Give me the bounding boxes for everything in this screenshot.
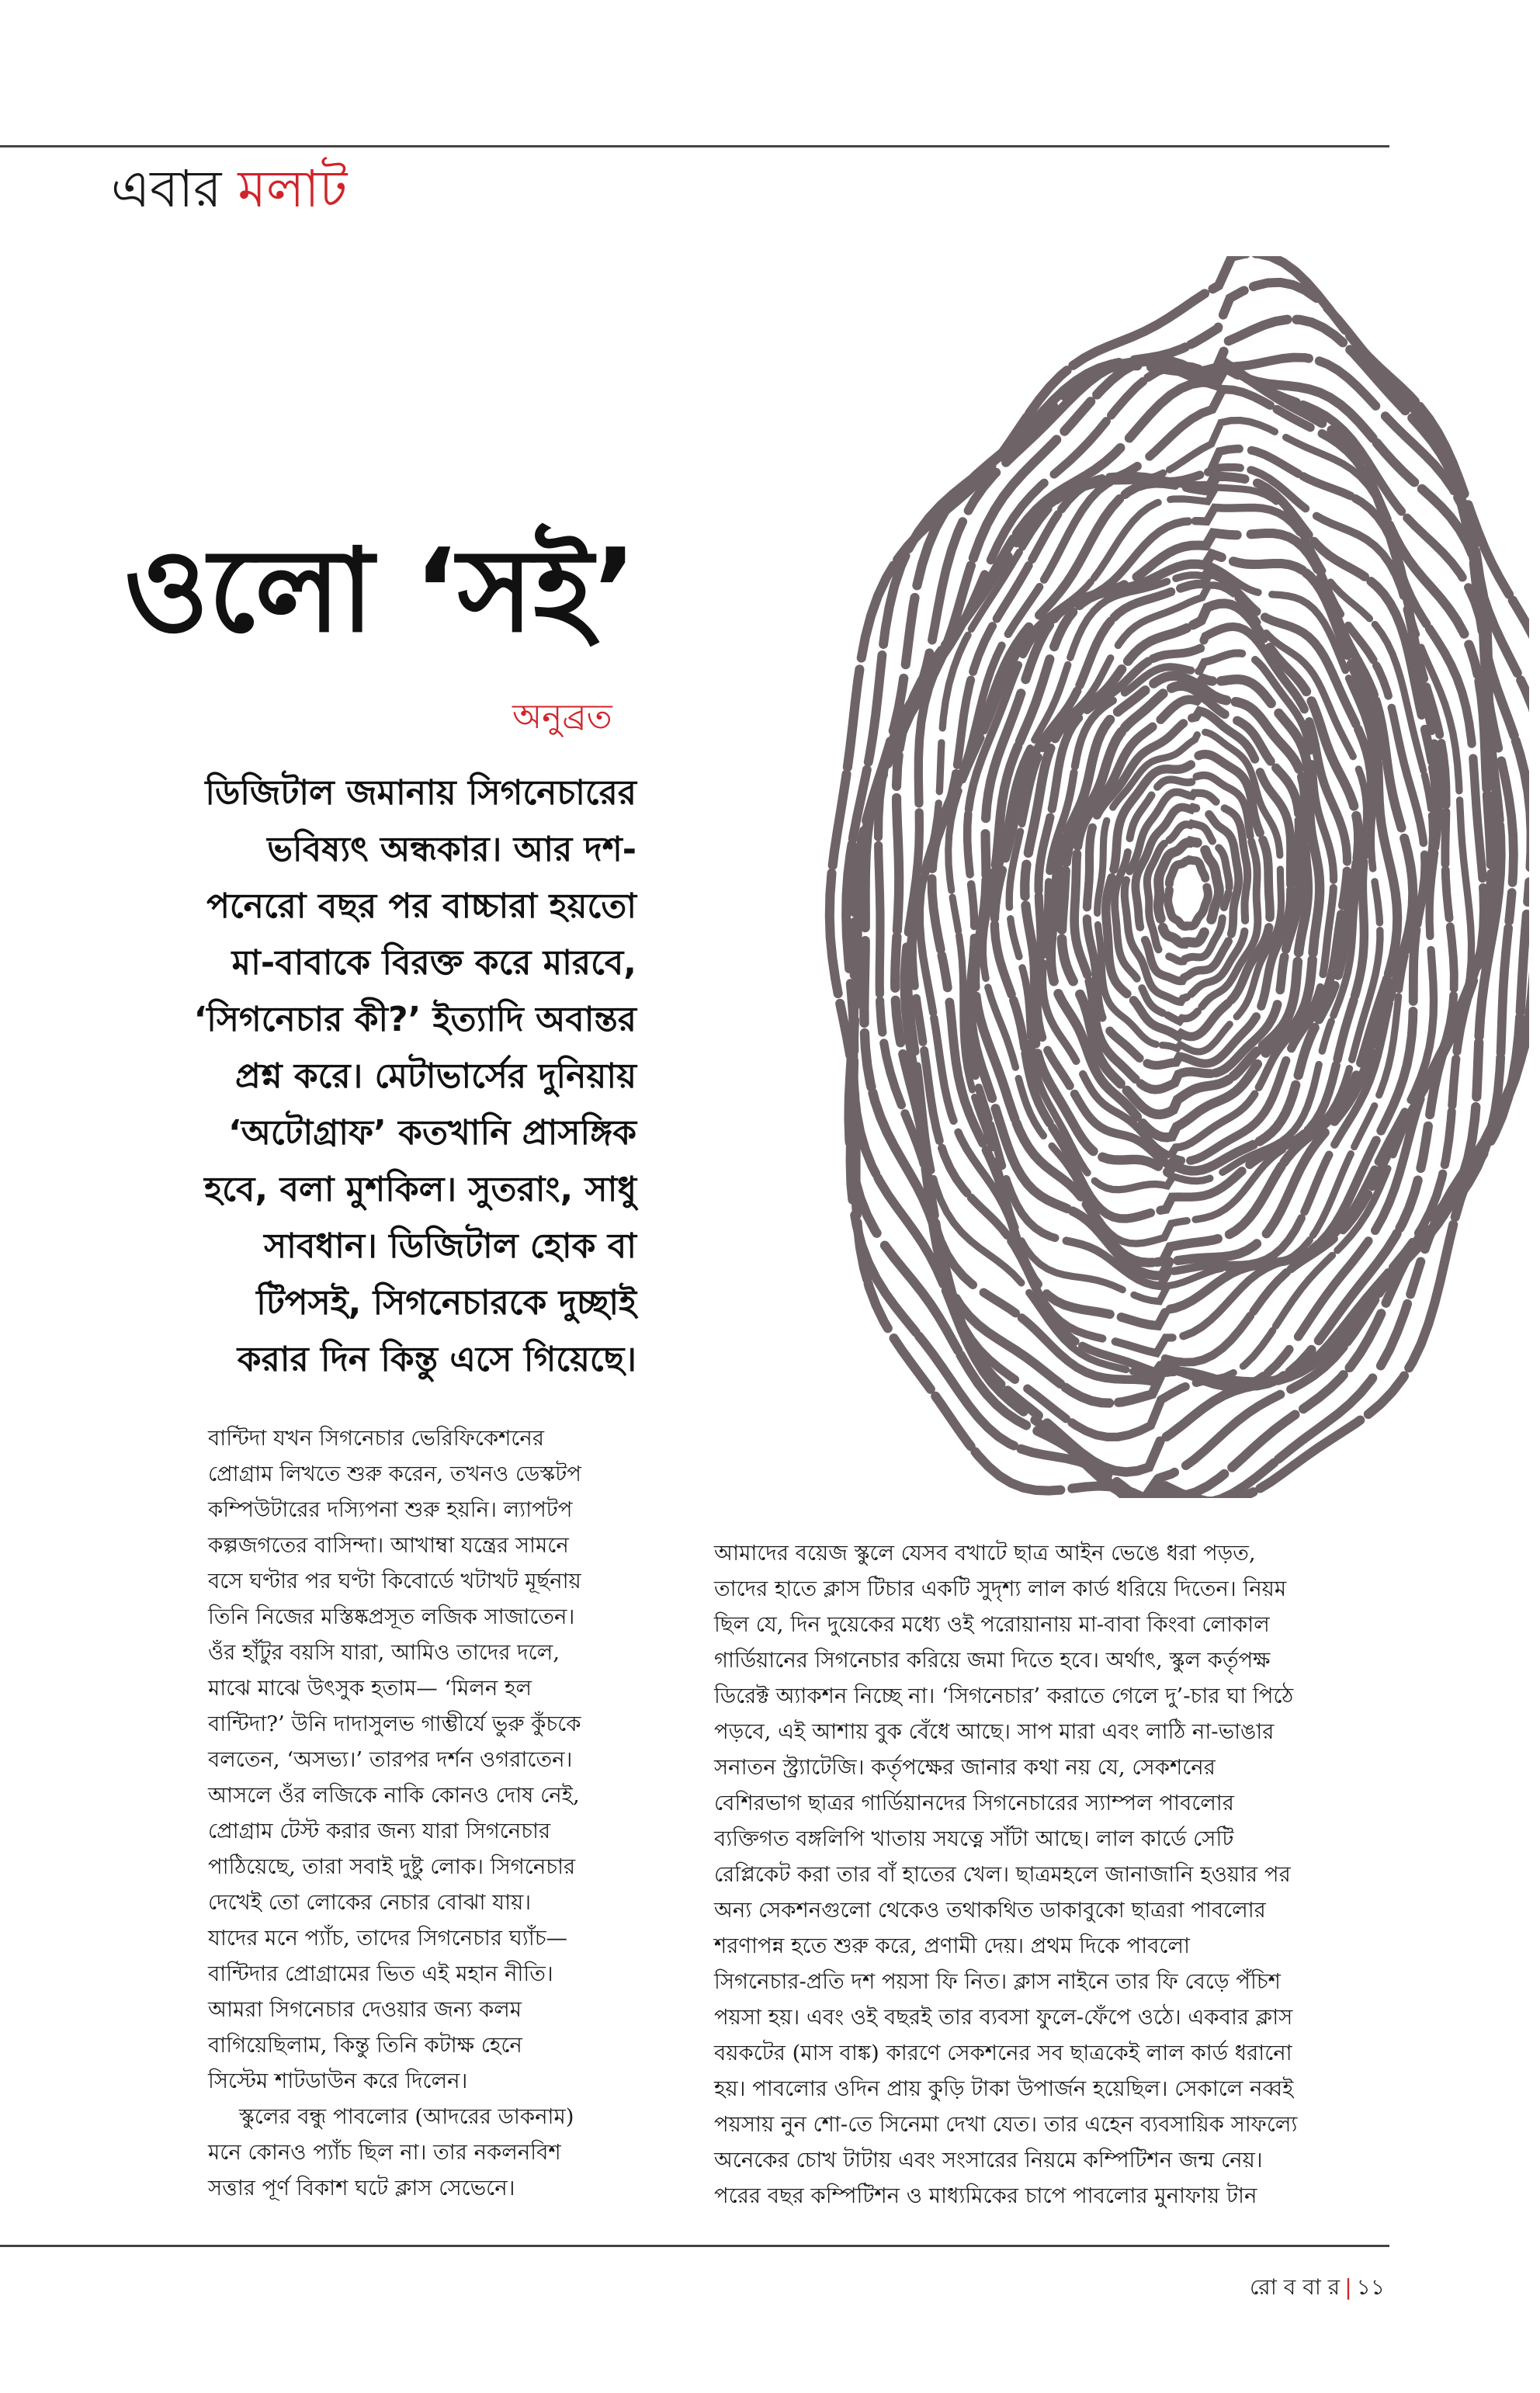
body-line: সিস্টেম শাটডাউন করে দিলেন। xyxy=(208,2069,468,2093)
body-line: অনেকের চোখ টাটায় এবং সংসারের নিয়মে কম্পিটিশন জন্ম নেয়। xyxy=(714,2148,1263,2173)
body-line: তিনি নিজের মস্তিষ্কপ্রসূত লজিক সাজাতেন। xyxy=(208,1604,575,1629)
lead-paragraph xyxy=(140,765,636,1388)
body-line: আমাদের বয়েজ স্কুলে যেসব বখাটে ছাত্র আইন ভেঙে ধরা পড়ত, xyxy=(714,1541,1256,1566)
body-line: আসলে ওঁর লজিকে নাকি কোনও দোষ নেই, xyxy=(208,1783,580,1808)
body-line: সনাতন স্ট্র্যাটেজি। কর্তৃপক্ষের জানার কথা নয় যে, সেকশনের xyxy=(714,1755,1216,1780)
body-line: বান্টিদার প্রোগ্রামের ভিত এই মহান নীতি। xyxy=(208,1961,553,1986)
body-line: পড়বে, এই আশায় বুক বেঁধে আছে। সাপ মারা এবং লাঠি না-ভাঙার xyxy=(714,1719,1275,1744)
section-highlight: মলাট xyxy=(238,159,348,219)
lead-line: প্রশ্ন করে। মেটাভার্সের দুনিয়ায় xyxy=(235,1056,636,1096)
lead-line: করার দিন কিন্তু এসে গিয়েছে। xyxy=(237,1340,636,1379)
lead-line: ডিজিটাল জমানায় সিগনেচারের xyxy=(205,773,636,813)
magazine-name: রো ব বা র xyxy=(1249,2274,1341,2300)
body-line: প্রোগ্রাম টেস্ট করার জন্য যারা সিগনেচার xyxy=(208,1819,551,1843)
body-line: স্কুলের বন্ধু পাবলোর (আদরের ডাকনাম) xyxy=(239,2104,574,2129)
fingerprint-illustration xyxy=(784,256,1529,1498)
page-footer xyxy=(1250,2270,1385,2307)
body-line: কম্পিউটারের দস্যিপনা শুরু হয়নি। ল্যাপটপ xyxy=(208,1497,573,1522)
header-rule xyxy=(0,145,1389,147)
body-line: বান্টিদা?’ উনি দাদাসুলভ গাম্ভীর্যে ভুরু কুঁচকে xyxy=(208,1712,581,1736)
body-line: গার্ডিয়ানের সিগনেচার করিয়ে জমা দিতে হবে। অর্থাৎ, স্কুল কর্তৃপক্ষ xyxy=(714,1648,1271,1673)
body-line: প্রোগ্রাম লিখতে শুরু করেন, তখনও ডেস্কটপ xyxy=(208,1462,581,1486)
section-title xyxy=(111,161,347,218)
body-line: শরণাপন্ন হতে শুরু করে, প্রণামী দেয়। প্রথম দিকে পাবলো xyxy=(714,1933,1190,1958)
lead-line: সাবধান। ডিজিটাল হোক বা xyxy=(264,1226,636,1266)
body-line: ব্যক্তিগত বঙ্গলিপি খাতায় সযত্নে সাঁটা আছে। লাল কার্ডে সেটি xyxy=(714,1826,1234,1851)
footer-rule xyxy=(0,2245,1389,2247)
fingerprint-ridge xyxy=(1168,860,1209,927)
body-column-left xyxy=(208,1420,643,2206)
body-line: বান্টিদা যখন সিগনেচার ভেরিফিকেশনের xyxy=(208,1426,544,1451)
body-line: যাদের মনে প্যাঁচ, তাদের সিগনেচার ঘ্যাঁচ— xyxy=(208,1926,568,1951)
body-line: রেপ্লিকেট করা তার বাঁ হাতের খেল। ছাত্রমহলে জানাজানি হওয়ার পর xyxy=(714,1862,1291,1887)
page-number: ১১ xyxy=(1356,2274,1385,2300)
body-line: পরের বছর কম্পিটিশন ও মাধ্যমিকের চাপে পাবলোর মুনাফায় টান xyxy=(714,2183,1257,2208)
author-byline: অনুব্রত xyxy=(512,697,612,737)
lead-line: মা-বাবাকে বিরক্ত করে মারবে, xyxy=(231,943,636,983)
body-line: কল্পজগতের বাসিন্দা। আখাম্বা যন্ত্রের সামনে xyxy=(208,1533,569,1558)
body-line: পয়সায় নুন শো-তে সিনেমা দেখা যেত। তার এহেন ব্যবসায়িক সাফল্যে xyxy=(714,2112,1298,2137)
lead-line: ‘সিগনেচার কী?’ ইত্যাদি অবান্তর xyxy=(193,1000,636,1039)
body-line: ডিরেক্ট অ্যাকশন নিচ্ছে না। ‘সিগনেচার’ করাতে গেলে দু’-চার ঘা পিঠে xyxy=(714,1684,1294,1708)
lead-line: টিপসই, সিগনেচারকে দুচ্ছাই xyxy=(256,1283,636,1323)
body-line: মনে কোনও প্যাঁচ ছিল না। তার নকলনবিশ xyxy=(208,2140,561,2165)
body-column-right xyxy=(714,1535,1382,2214)
lead-line: পনেরো বছর পর বাচ্চারা হয়তো xyxy=(206,886,636,926)
body-paragraph-1 xyxy=(208,1420,643,2099)
footer-separator: | xyxy=(1344,2274,1352,2300)
lead-line: ‘অটোগ্রাফ’ কতখানি প্রাসঙ্গিক xyxy=(228,1113,636,1153)
body-line: হয়। পাবলোর ওদিন প্রায় কুড়ি টাকা উপার্জন হয়েছিল। সেকালে নব্বই xyxy=(714,2076,1294,2101)
body-line: আমরা সিগনেচার দেওয়ার জন্য কলম xyxy=(208,1997,522,2022)
headline: ওলো ‘সই’ xyxy=(124,524,637,657)
body-line: দেখেই তো লোকের নেচার বোঝা যায়। xyxy=(208,1890,532,1915)
lead-line: ভবিষ্যৎ অন্ধকার। আর দশ- xyxy=(267,830,636,869)
body-line: বসে ঘণ্টার পর ঘণ্টা কিবোর্ডে খটাখট মূর্ছনায় xyxy=(208,1569,581,1594)
body-line: ছিল যে, দিন দুয়েকের মধ্যে ওই পরোয়ানায় মা-বাবা কিংবা লোকাল xyxy=(714,1612,1270,1637)
body-line: বেশিরভাগ ছাত্রর গার্ডিয়ানদের সিগনেচারের স্যাম্পল পাবলোর xyxy=(714,1791,1234,1816)
body-line: সিগনেচার-প্রতি দশ পয়সা ফি নিত। ক্লাস নাইনে তার ফি বেড়ে পঁচিশ xyxy=(714,1969,1281,1994)
body-line: ওঁর হাঁটুর বয়সি যারা, আমিও তাদের দলে, xyxy=(208,1640,560,1665)
section-prefix: এবার xyxy=(111,159,222,219)
body-paragraph-2 xyxy=(208,2099,643,2206)
body-line: বয়কটের (মাস বাঙ্ক) কারণে সেকশনের সব ছাত্রকেই লাল কার্ড ধরানো xyxy=(714,2041,1292,2065)
body-line: মাঝে মাঝে উৎসুক হতাম— ‘মিলন হল xyxy=(208,1676,532,1701)
body-paragraph-3 xyxy=(714,1535,1382,2214)
body-line: বাগিয়েছিলাম, কিন্তু তিনি কটাক্ষ হেনে xyxy=(208,2033,522,2058)
lead-line: হবে, বলা মুশকিল। সুতরাং, সাধু xyxy=(204,1170,636,1209)
body-line: পয়সা হয়। এবং ওই বছরই তার ব্যবসা ফুলে-ফেঁপে ওঠে। একবার ক্লাস xyxy=(714,2005,1293,2030)
body-line: তাদের হাতে ক্লাস টিচার একটি সুদৃশ্য লাল কার্ড ধরিয়ে দিতেন। নিয়ম xyxy=(714,1576,1287,1601)
body-line: সত্তার পূর্ণ বিকাশ ঘটে ক্লাস সেভেনে। xyxy=(208,2176,515,2201)
body-line: পাঠিয়েছে, তারা সবাই দুষ্টু লোক। সিগনেচার xyxy=(208,1854,576,1879)
body-line: বলতেন, ‘অসভ্য।’ তারপর দর্শন ওগরাতেন। xyxy=(208,1747,573,1772)
body-line: অন্য সেকশনগুলো থেকেও তথাকথিত ডাকাবুকো ছাত্ররা পাবলোর xyxy=(714,1898,1266,1923)
